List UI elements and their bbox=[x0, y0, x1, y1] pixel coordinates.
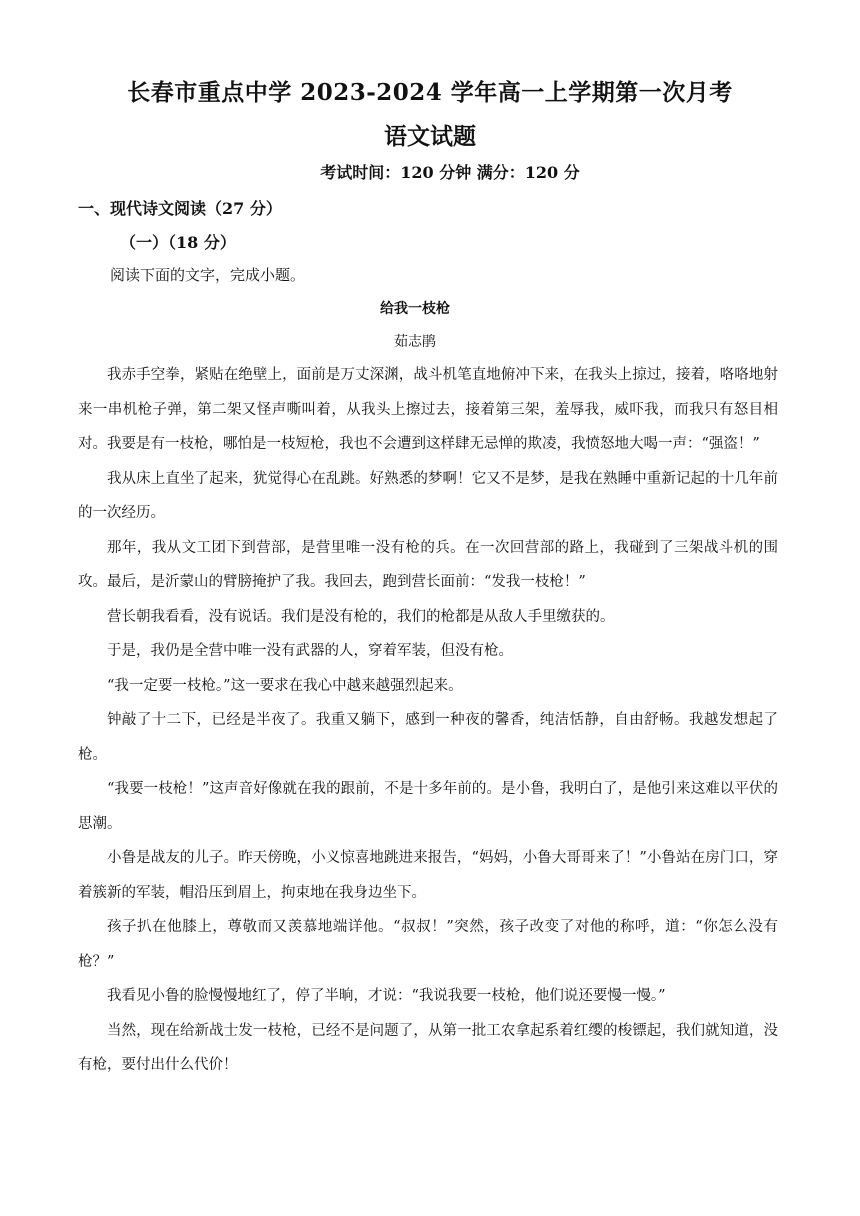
exam-info: 考试时间：120 分钟 满分：120 分 bbox=[320, 163, 580, 182]
page-subtitle: 语文试题 bbox=[384, 123, 476, 150]
passage-author: 茹志鹃 bbox=[394, 334, 436, 350]
page-title: 长春市重点中学 2023-2024 学年高一上学期第一次月考 bbox=[127, 79, 733, 106]
subsection-heading: （一）（18 分） bbox=[120, 233, 236, 252]
passage-paragraph: 我赤手空拳，紧贴在绝壁上，面前是万丈深渊，战斗机笔直地俯冲下来，在我头上掠过，接着，咯咯地射来一串机枪子弹，第二架又怪声嘶叫着，从我头上擦过去，接着第三架，羞辱我，威吓我，而我只有怒目相对。我要是有一枝枪，哪怕是一枝短枪，我也不会遭到这样肆无忌惮的欺凌，我愤怒地大喝一声：“强盗！” bbox=[78, 367, 778, 452]
passage-body bbox=[78, 358, 778, 1083]
passage-paragraph: 我从床上直坐了起来，犹觉得心在乱跳。好熟悉的梦啊！它又不是梦，是我在熟睡中重新记起的十几年前的一次经历。 bbox=[78, 470, 778, 521]
passage-paragraph: 营长朝我看看，没有说话。我们是没有枪的，我们的枪都是从敌人手里缴获的。 bbox=[107, 608, 615, 625]
passage-paragraph: 那年，我从文工团下到营部，是营里唯一没有枪的兵。在一次回营部的路上，我碰到了三架战斗机的围攻。最后，是沂蒙山的臂膀掩护了我。我回去，跑到营长面前：“发我一枝枪！” bbox=[78, 539, 778, 590]
passage-paragraph: “我要一枝枪！”这声音好像就在我的跟前，不是十多年前的。是小鲁，我明白了，是他引来这难以平伏的思潮。 bbox=[78, 781, 778, 832]
passage-paragraph: 孩子扒在他膝上，尊敬而又羡慕地端详他。“叔叔！”突然，孩子改变了对他的称呼，道：“你怎么没有枪？” bbox=[78, 919, 778, 970]
passage-paragraph: 当然，现在给新战士发一枝枪，已经不是问题了，从第一批工农拿起系着红缨的梭镖起，我们就知道，没有枪，要付出什么代价！ bbox=[78, 1022, 778, 1073]
passage-paragraph: “我一定要一枝枪。”这一要求在我心中越来越强烈起来。 bbox=[107, 677, 463, 694]
passage-title: 给我一枝枪 bbox=[380, 301, 450, 317]
passage-paragraph: 于是，我仍是全营中唯一没有武器的人，穿着军装，但没有枪。 bbox=[107, 643, 513, 659]
reading-instruction: 阅读下面的文字，完成小题。 bbox=[110, 266, 306, 284]
passage-paragraph: 小鲁是战友的儿子。昨天傍晚，小义惊喜地跳进来报告，“妈妈，小鲁大哥哥来了！”小鲁站在房门口，穿着簇新的军装，帽沿压到眉上，拘束地在我身边坐下。 bbox=[78, 850, 778, 901]
section-heading: 一、现代诗文阅读（27 分） bbox=[78, 199, 282, 218]
passage-paragraph: 我看见小鲁的脸慢慢地红了，停了半晌，才说：“我说我要一枝枪，他们说还要慢一慢。” bbox=[107, 988, 666, 1004]
passage-paragraph: 钟敲了十二下，已经是半夜了。我重又躺下，感到一种夜的馨香，纯洁恬静，自由舒畅。我越发想起了枪。 bbox=[78, 712, 778, 763]
